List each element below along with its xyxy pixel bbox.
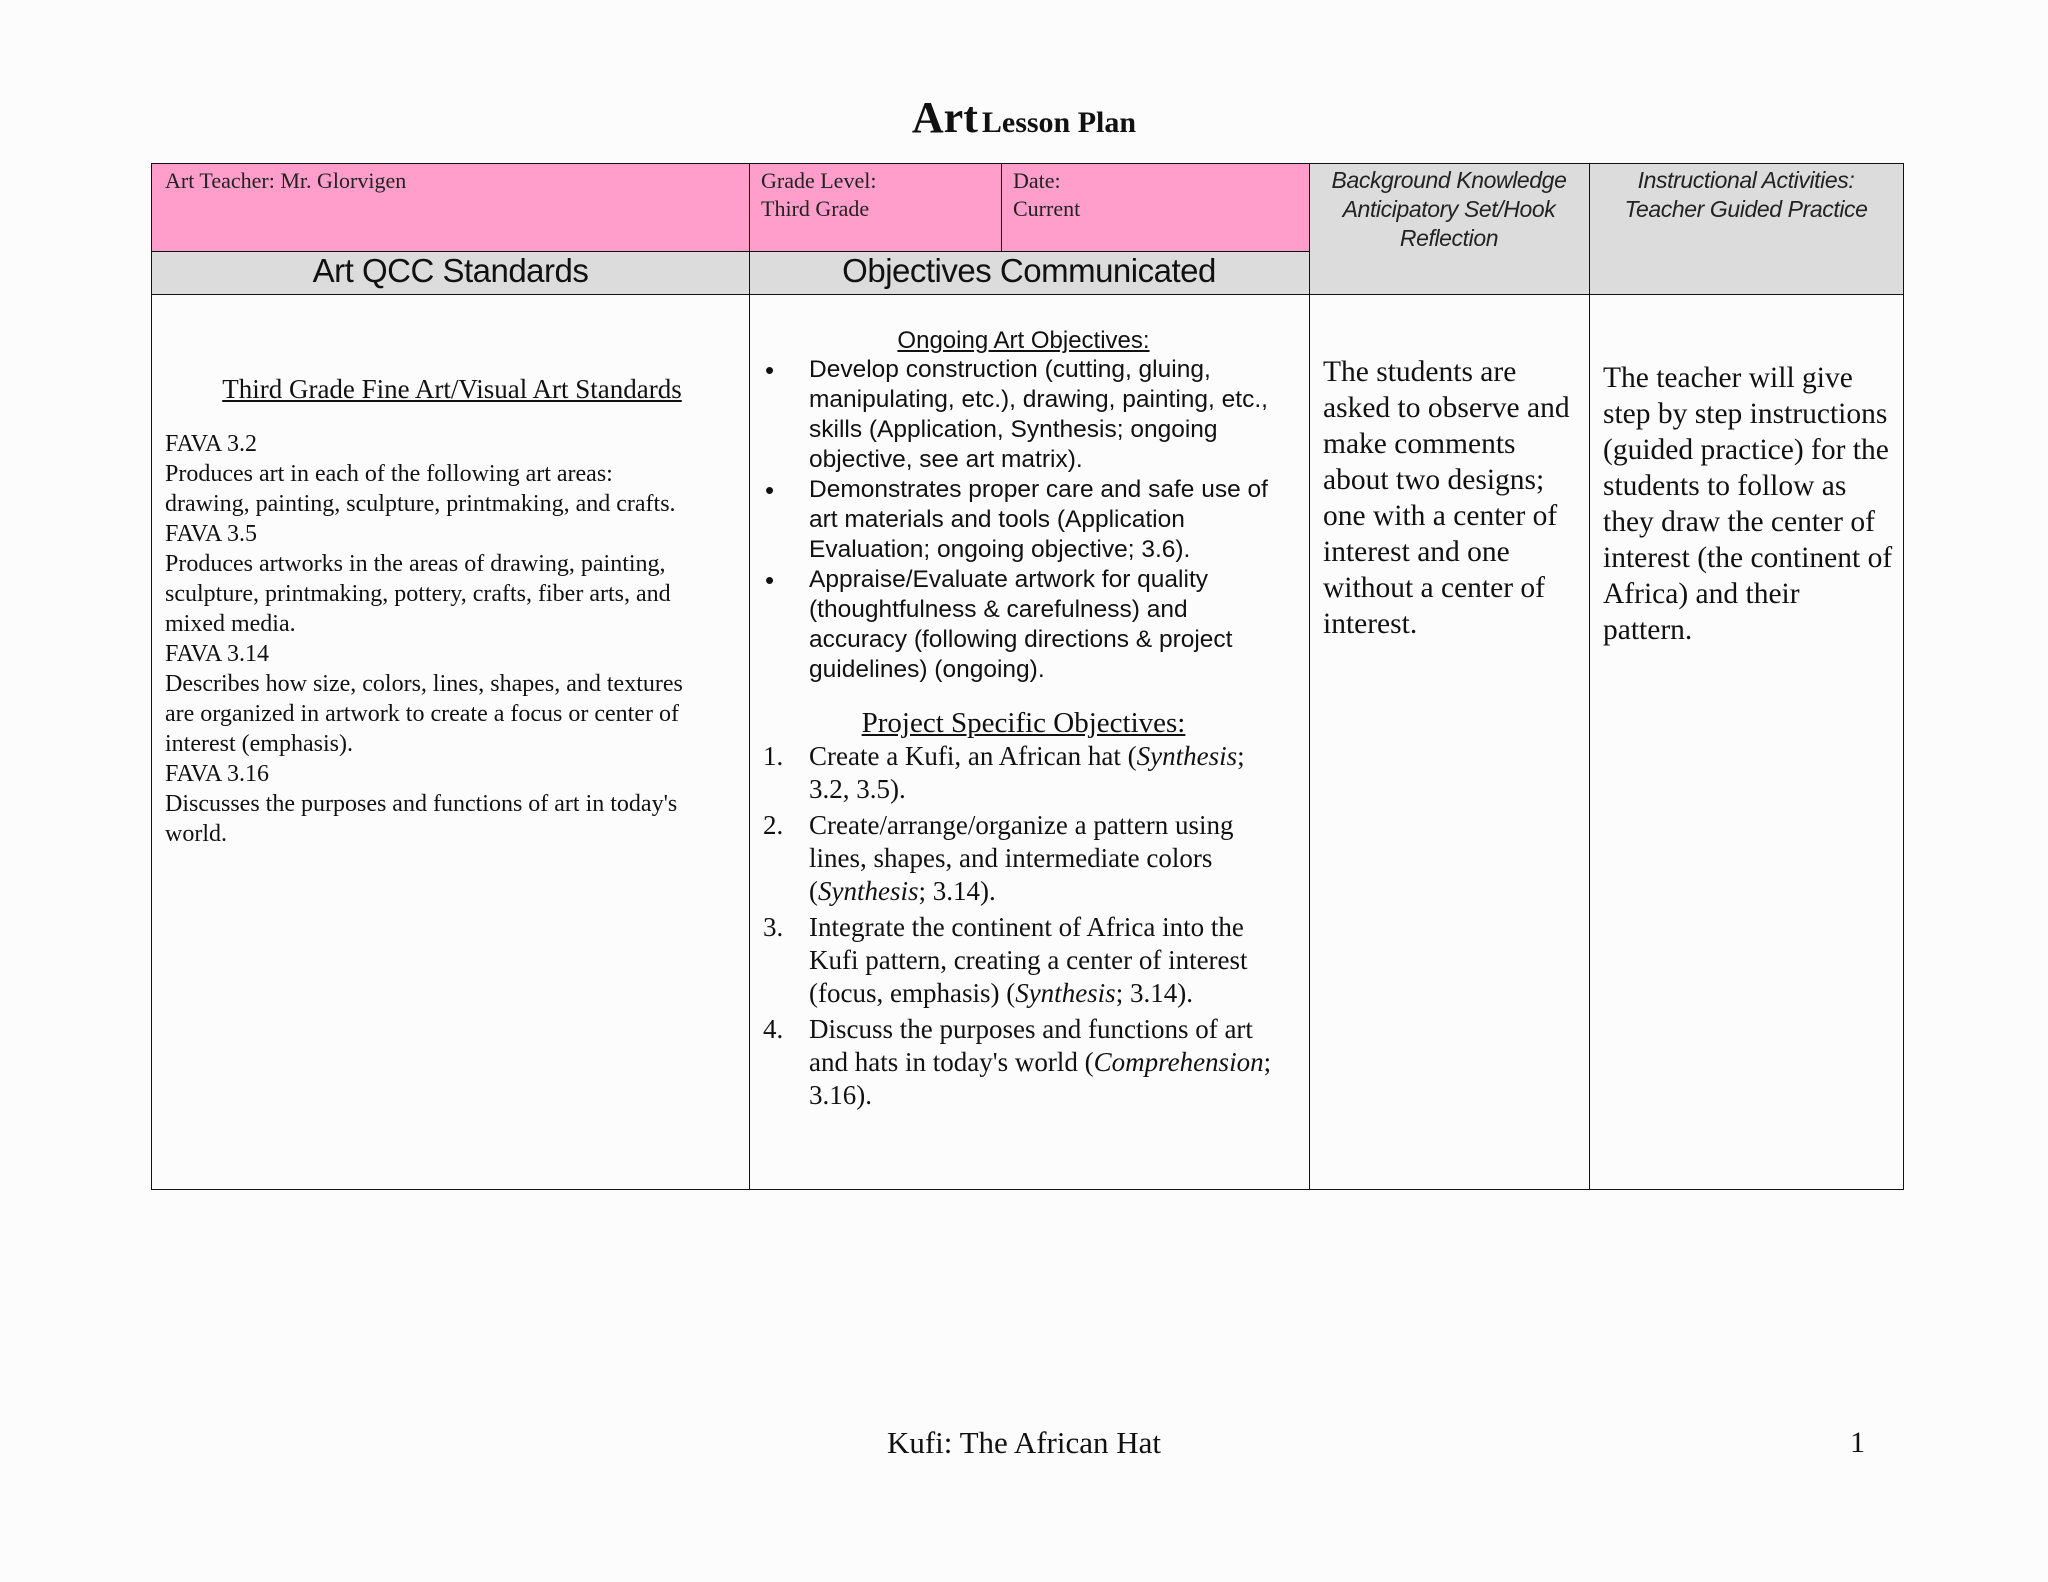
footer-title: Kufi: The African Hat bbox=[886, 1425, 1162, 1460]
item-text-end: ; 3.2, 3.5). bbox=[809, 741, 1245, 804]
item-number: 1. bbox=[763, 741, 784, 771]
item-number: 4. bbox=[763, 1014, 784, 1044]
list-item bbox=[761, 911, 1286, 1010]
teacher-field: Art Teacher: Mr. Glorvigen bbox=[165, 168, 407, 193]
list-item bbox=[761, 809, 1286, 908]
instructional-heading-line-1: Instructional Activities: bbox=[1637, 167, 1855, 193]
item-text-end: ; 3.16). bbox=[809, 1047, 1272, 1110]
grade-value: Third Grade bbox=[761, 196, 870, 221]
standard-line: Produces art in each of the following art areas: bbox=[165, 461, 613, 487]
item-text-end: ; 3.14). bbox=[918, 876, 996, 906]
col-divider-date bbox=[1001, 164, 1002, 251]
standards-title: Third Grade Fine Art/Visual Art Standards bbox=[222, 374, 682, 404]
instructional-activities-text: The teacher will give step by step instructions (guided practice) for the students to follow as they draw the center of interest (the continent of Africa) and their pattern. bbox=[1603, 362, 1893, 646]
col-divider-1 bbox=[749, 164, 750, 1189]
item-number: 3. bbox=[763, 912, 784, 942]
list-item: • Appraise/Evaluate artwork for quality (thoughtfulness & carefulness) and accuracy (following directions & project guidelines) (ongoing). bbox=[761, 565, 1286, 685]
background-knowledge-text: The students are asked to observe and make comments about two designs; one with a center of interest and one without a center of interest. bbox=[1323, 356, 1570, 640]
ongoing-objectives-title: Ongoing Art Objectives: bbox=[897, 327, 1150, 354]
item-cognitive-level: Comprehension bbox=[1093, 1047, 1264, 1077]
standard-line: are organized in artwork to create a focus or center of bbox=[165, 701, 679, 727]
title-lesson-plan: Lesson Plan bbox=[981, 106, 1137, 139]
objectives-cell bbox=[761, 327, 1286, 1115]
background-heading-line-3: Reflection bbox=[1399, 225, 1499, 251]
page-number: 1 bbox=[1850, 1426, 1865, 1459]
col-divider-3 bbox=[1589, 164, 1590, 1189]
standard-line: drawing, painting, sculpture, printmaking, and crafts. bbox=[165, 491, 676, 517]
date-field bbox=[1013, 167, 1293, 223]
instructional-activities-heading bbox=[1589, 166, 1903, 224]
item-text: Discuss the purposes and functions of art and hats in today's world ( bbox=[809, 1014, 1253, 1077]
standards-cell bbox=[165, 374, 739, 849]
standard-line: FAVA 3.16 bbox=[165, 761, 270, 787]
title-art: Art bbox=[911, 93, 978, 142]
standard-line: interest (emphasis). bbox=[165, 731, 353, 757]
grade-level-field bbox=[761, 167, 991, 223]
project-objectives-list bbox=[761, 740, 1286, 1112]
list-item: • Demonstrates proper care and safe use of art materials and tools (Application Evaluation; ongoing objective; 3.6). bbox=[761, 475, 1286, 565]
item-text-end: ; 3.14). bbox=[1115, 978, 1193, 1008]
item-cognitive-level: Synthesis bbox=[1136, 741, 1238, 771]
item-cognitive-level: Synthesis bbox=[1015, 978, 1116, 1008]
item-text: Create a Kufi, an African hat ( bbox=[809, 741, 1137, 771]
list-item bbox=[761, 1013, 1286, 1112]
standard-line: FAVA 3.2 bbox=[165, 431, 258, 457]
date-label: Date: bbox=[1013, 168, 1061, 193]
project-objectives-title: Project Specific Objectives: bbox=[861, 707, 1186, 739]
list-item bbox=[761, 740, 1286, 806]
standard-line: FAVA 3.5 bbox=[165, 521, 258, 547]
date-value: Current bbox=[1013, 196, 1081, 221]
item-text: Integrate the continent of Africa into the Kufi pattern, creating a center of interest (focus, emphasis) ( bbox=[809, 912, 1248, 1008]
ongoing-objectives-list bbox=[761, 355, 1286, 685]
art-qcc-standards-heading: Art QCC Standards bbox=[312, 252, 589, 289]
grade-label: Grade Level: bbox=[761, 168, 877, 193]
instructional-heading-line-2: Teacher Guided Practice bbox=[1624, 196, 1868, 222]
standards-list bbox=[165, 429, 739, 849]
item-cognitive-level: Synthesis bbox=[818, 876, 919, 906]
item-number: 2. bbox=[763, 810, 784, 840]
row-divider-body bbox=[152, 294, 1903, 295]
standard-line: world. bbox=[165, 821, 227, 847]
col-divider-2 bbox=[1309, 164, 1310, 1189]
background-knowledge-heading bbox=[1309, 166, 1589, 253]
list-item: • Develop construction (cutting, gluing, manipulating, etc.), drawing, painting, etc., skills (Application, Synthesis; ongoing objective, see art matrix). bbox=[761, 355, 1286, 475]
background-heading-line-1: Background Knowledge bbox=[1331, 167, 1567, 193]
standard-line: mixed media. bbox=[165, 611, 296, 637]
background-heading-line-2: Anticipatory Set/Hook bbox=[1342, 196, 1556, 222]
item-text: Create/arrange/organize a pattern using lines, shapes, and intermediate colors ( bbox=[809, 810, 1234, 906]
standard-line: sculpture, printmaking, pottery, crafts, fiber arts, and bbox=[165, 581, 671, 607]
standard-line: FAVA 3.14 bbox=[165, 641, 270, 667]
objectives-communicated-heading: Objectives Communicated bbox=[842, 252, 1216, 289]
lesson-plan-table bbox=[151, 163, 1904, 1190]
standard-line: Describes how size, colors, lines, shapes, and textures bbox=[165, 671, 683, 697]
standard-line: Produces artworks in the areas of drawing, painting, bbox=[165, 551, 666, 577]
page-title bbox=[0, 92, 2048, 143]
standard-line: Discusses the purposes and functions of art in today's bbox=[165, 791, 678, 817]
